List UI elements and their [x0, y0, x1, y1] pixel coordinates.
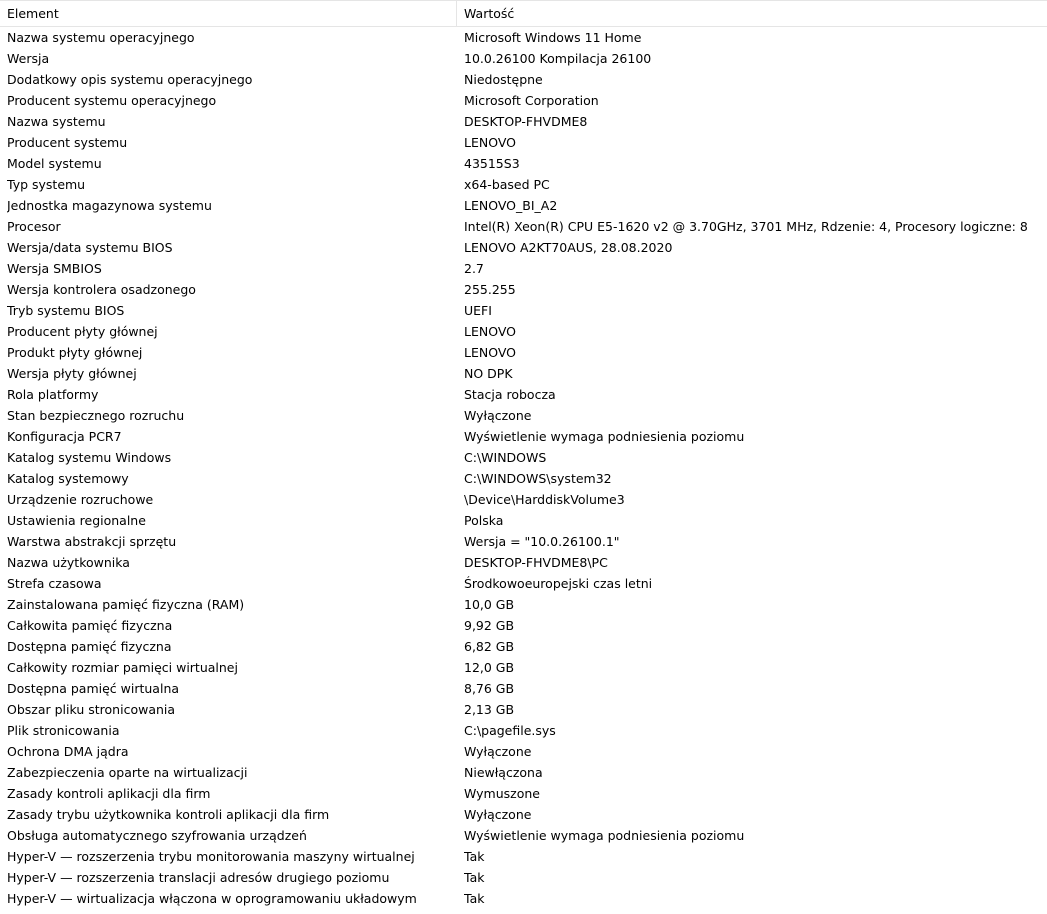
row-value: 2,13 GB: [464, 702, 515, 717]
row-element-label: Ustawienia regionalne: [7, 513, 146, 528]
table-row[interactable]: [0, 489, 1047, 510]
row-element-label: Tryb systemu BIOS: [7, 303, 125, 318]
row-element-label: Produkt płyty głównej: [7, 345, 143, 360]
table-row[interactable]: [0, 111, 1047, 132]
row-value: Wyłączone: [464, 807, 532, 822]
list-header: [0, 0, 1047, 27]
row-value: Polska: [464, 513, 504, 528]
row-element-label: Ochrona DMA jądra: [7, 744, 129, 759]
row-element-label: Rola platformy: [7, 387, 99, 402]
row-value: Środkowoeuropejski czas letni: [464, 576, 653, 591]
table-row[interactable]: [0, 363, 1047, 384]
row-value: 9,92 GB: [464, 618, 515, 633]
row-element-label: Wersja SMBIOS: [7, 261, 102, 276]
row-value: Tak: [464, 891, 485, 906]
table-row[interactable]: [0, 804, 1047, 825]
table-row[interactable]: [0, 237, 1047, 258]
table-row[interactable]: [0, 90, 1047, 111]
row-element-label: Typ systemu: [7, 177, 86, 192]
row-value: Stacja robocza: [464, 387, 556, 402]
row-value: \Device\HarddiskVolume3: [464, 492, 625, 507]
table-row[interactable]: [0, 699, 1047, 720]
table-row[interactable]: [0, 174, 1047, 195]
row-element-label: Dostępna pamięć fizyczna: [7, 639, 172, 654]
row-element-label: Konfiguracja PCR7: [7, 429, 122, 444]
table-row[interactable]: [0, 531, 1047, 552]
table-row[interactable]: [0, 552, 1047, 573]
table-row[interactable]: [0, 132, 1047, 153]
row-value: 43515S3: [464, 156, 520, 171]
table-row[interactable]: [0, 279, 1047, 300]
row-element-label: Zasady trybu użytkownika kontroli aplikacji dla firm: [7, 807, 330, 822]
table-row[interactable]: [0, 636, 1047, 657]
list-rows: [0, 27, 1047, 909]
table-row[interactable]: [0, 468, 1047, 489]
table-row[interactable]: [0, 384, 1047, 405]
table-row[interactable]: [0, 615, 1047, 636]
table-row[interactable]: [0, 300, 1047, 321]
table-row[interactable]: [0, 216, 1047, 237]
row-value: 6,82 GB: [464, 639, 515, 654]
row-value: 12,0 GB: [464, 660, 515, 675]
table-row[interactable]: [0, 867, 1047, 888]
table-row[interactable]: [0, 27, 1047, 48]
row-value: Wyłączone: [464, 744, 532, 759]
row-element-label: Urządzenie rozruchowe: [7, 492, 154, 507]
row-element-label: Producent systemu: [7, 135, 128, 150]
row-value: Niewłączona: [464, 765, 543, 780]
table-row[interactable]: [0, 888, 1047, 909]
row-value: Wyświetlenie wymaga podniesienia poziomu: [464, 429, 745, 444]
row-value: Wymuszone: [464, 786, 540, 801]
table-row[interactable]: [0, 195, 1047, 216]
row-element-label: Zainstalowana pamięć fizyczna (RAM): [7, 597, 245, 612]
table-row[interactable]: [0, 426, 1047, 447]
row-value: C:\WINDOWS: [464, 450, 547, 465]
table-row[interactable]: [0, 594, 1047, 615]
row-element-label: Producent systemu operacyjnego: [7, 93, 217, 108]
row-element-label: Nazwa systemu operacyjnego: [7, 30, 195, 45]
row-value: 2.7: [464, 261, 484, 276]
row-value: C:\WINDOWS\system32: [464, 471, 612, 486]
table-row[interactable]: [0, 447, 1047, 468]
row-value: 8,76 GB: [464, 681, 515, 696]
row-element-label: Wersja/data systemu BIOS: [7, 240, 173, 255]
row-element-label: Katalog systemowy: [7, 471, 129, 486]
table-row[interactable]: [0, 258, 1047, 279]
row-value: LENOVO: [464, 345, 517, 360]
table-row[interactable]: [0, 657, 1047, 678]
table-row[interactable]: [0, 573, 1047, 594]
row-element-label: Całkowity rozmiar pamięci wirtualnej: [7, 660, 238, 675]
table-row[interactable]: [0, 720, 1047, 741]
row-value: LENOVO_BI_A2: [464, 198, 558, 213]
row-element-label: Hyper-V — rozszerzenia trybu monitorowania maszyny wirtualnej: [7, 849, 415, 864]
table-row[interactable]: [0, 846, 1047, 867]
row-element-label: Plik stronicowania: [7, 723, 120, 738]
row-value: Wyświetlenie wymaga podniesienia poziomu: [464, 828, 745, 843]
row-value: Tak: [464, 870, 485, 885]
row-value: UEFI: [464, 303, 492, 318]
row-element-label: Model systemu: [7, 156, 102, 171]
row-value: LENOVO A2KT70AUS, 28.08.2020: [464, 240, 673, 255]
row-value: LENOVO: [464, 135, 517, 150]
row-value: Niedostępne: [464, 72, 543, 87]
row-value: DESKTOP-FHVDME8: [464, 114, 588, 129]
row-element-label: Wersja płyty głównej: [7, 366, 137, 381]
row-value: x64-based PC: [464, 177, 550, 192]
table-row[interactable]: [0, 153, 1047, 174]
row-value: Wyłączone: [464, 408, 532, 423]
row-value: 10,0 GB: [464, 597, 515, 612]
row-value: DESKTOP-FHVDME8\PC: [464, 555, 608, 570]
row-element-label: Strefa czasowa: [7, 576, 102, 591]
row-element-label: Procesor: [7, 219, 61, 234]
row-value: Intel(R) Xeon(R) CPU E5-1620 v2 @ 3.70GHz, 3701 MHz, Rdzenie: 4, Procesory logiczne: 8: [464, 219, 1028, 234]
table-row[interactable]: [0, 762, 1047, 783]
row-element-label: Obszar pliku stronicowania: [7, 702, 176, 717]
row-value: C:\pagefile.sys: [464, 723, 556, 738]
row-element-label: Hyper-V — wirtualizacja włączona w oprogramowaniu układowym: [7, 891, 417, 906]
row-element-label: Nazwa systemu: [7, 114, 106, 129]
table-row[interactable]: [0, 741, 1047, 762]
row-element-label: Katalog systemu Windows: [7, 450, 172, 465]
row-value: Wersja = "10.0.26100.1": [464, 534, 620, 549]
row-element-label: Zasady kontroli aplikacji dla firm: [7, 786, 211, 801]
row-element-label: Hyper-V — rozszerzenia translacji adresów drugiego poziomu: [7, 870, 390, 885]
row-value: Microsoft Corporation: [464, 93, 599, 108]
row-value: Tak: [464, 849, 485, 864]
row-element-label: Wersja: [7, 51, 50, 66]
row-element-label: Dostępna pamięć wirtualna: [7, 681, 180, 696]
row-element-label: Wersja kontrolera osadzonego: [7, 282, 196, 297]
row-value: 255.255: [464, 282, 516, 297]
column-header-value[interactable]: Wartość: [464, 6, 515, 21]
row-element-label: Obsługa automatycznego szyfrowania urządzeń: [7, 828, 307, 843]
row-element-label: Zabezpieczenia oparte na wirtualizacji: [7, 765, 248, 780]
row-element-label: Nazwa użytkownika: [7, 555, 130, 570]
row-value: Microsoft Windows 11 Home: [464, 30, 642, 45]
table-row[interactable]: [0, 405, 1047, 426]
row-element-label: Warstwa abstrakcji sprzętu: [7, 534, 177, 549]
row-value: LENOVO: [464, 324, 517, 339]
row-value: 10.0.26100 Kompilacja 26100: [464, 51, 652, 66]
table-row[interactable]: [0, 342, 1047, 363]
column-header-element[interactable]: Element: [0, 1, 457, 27]
row-element-label: Dodatkowy opis systemu operacyjnego: [7, 72, 253, 87]
row-element-label: Stan bezpiecznego rozruchu: [7, 408, 185, 423]
table-row[interactable]: [0, 678, 1047, 699]
table-row[interactable]: [0, 825, 1047, 846]
table-row[interactable]: [0, 510, 1047, 531]
table-row[interactable]: [0, 783, 1047, 804]
row-element-label: Jednostka magazynowa systemu: [7, 198, 212, 213]
table-row[interactable]: [0, 69, 1047, 90]
table-row[interactable]: [0, 321, 1047, 342]
row-value: NO DPK: [464, 366, 513, 381]
table-row[interactable]: [0, 48, 1047, 69]
row-element-label: Producent płyty głównej: [7, 324, 158, 339]
row-element-label: Całkowita pamięć fizyczna: [7, 618, 173, 633]
